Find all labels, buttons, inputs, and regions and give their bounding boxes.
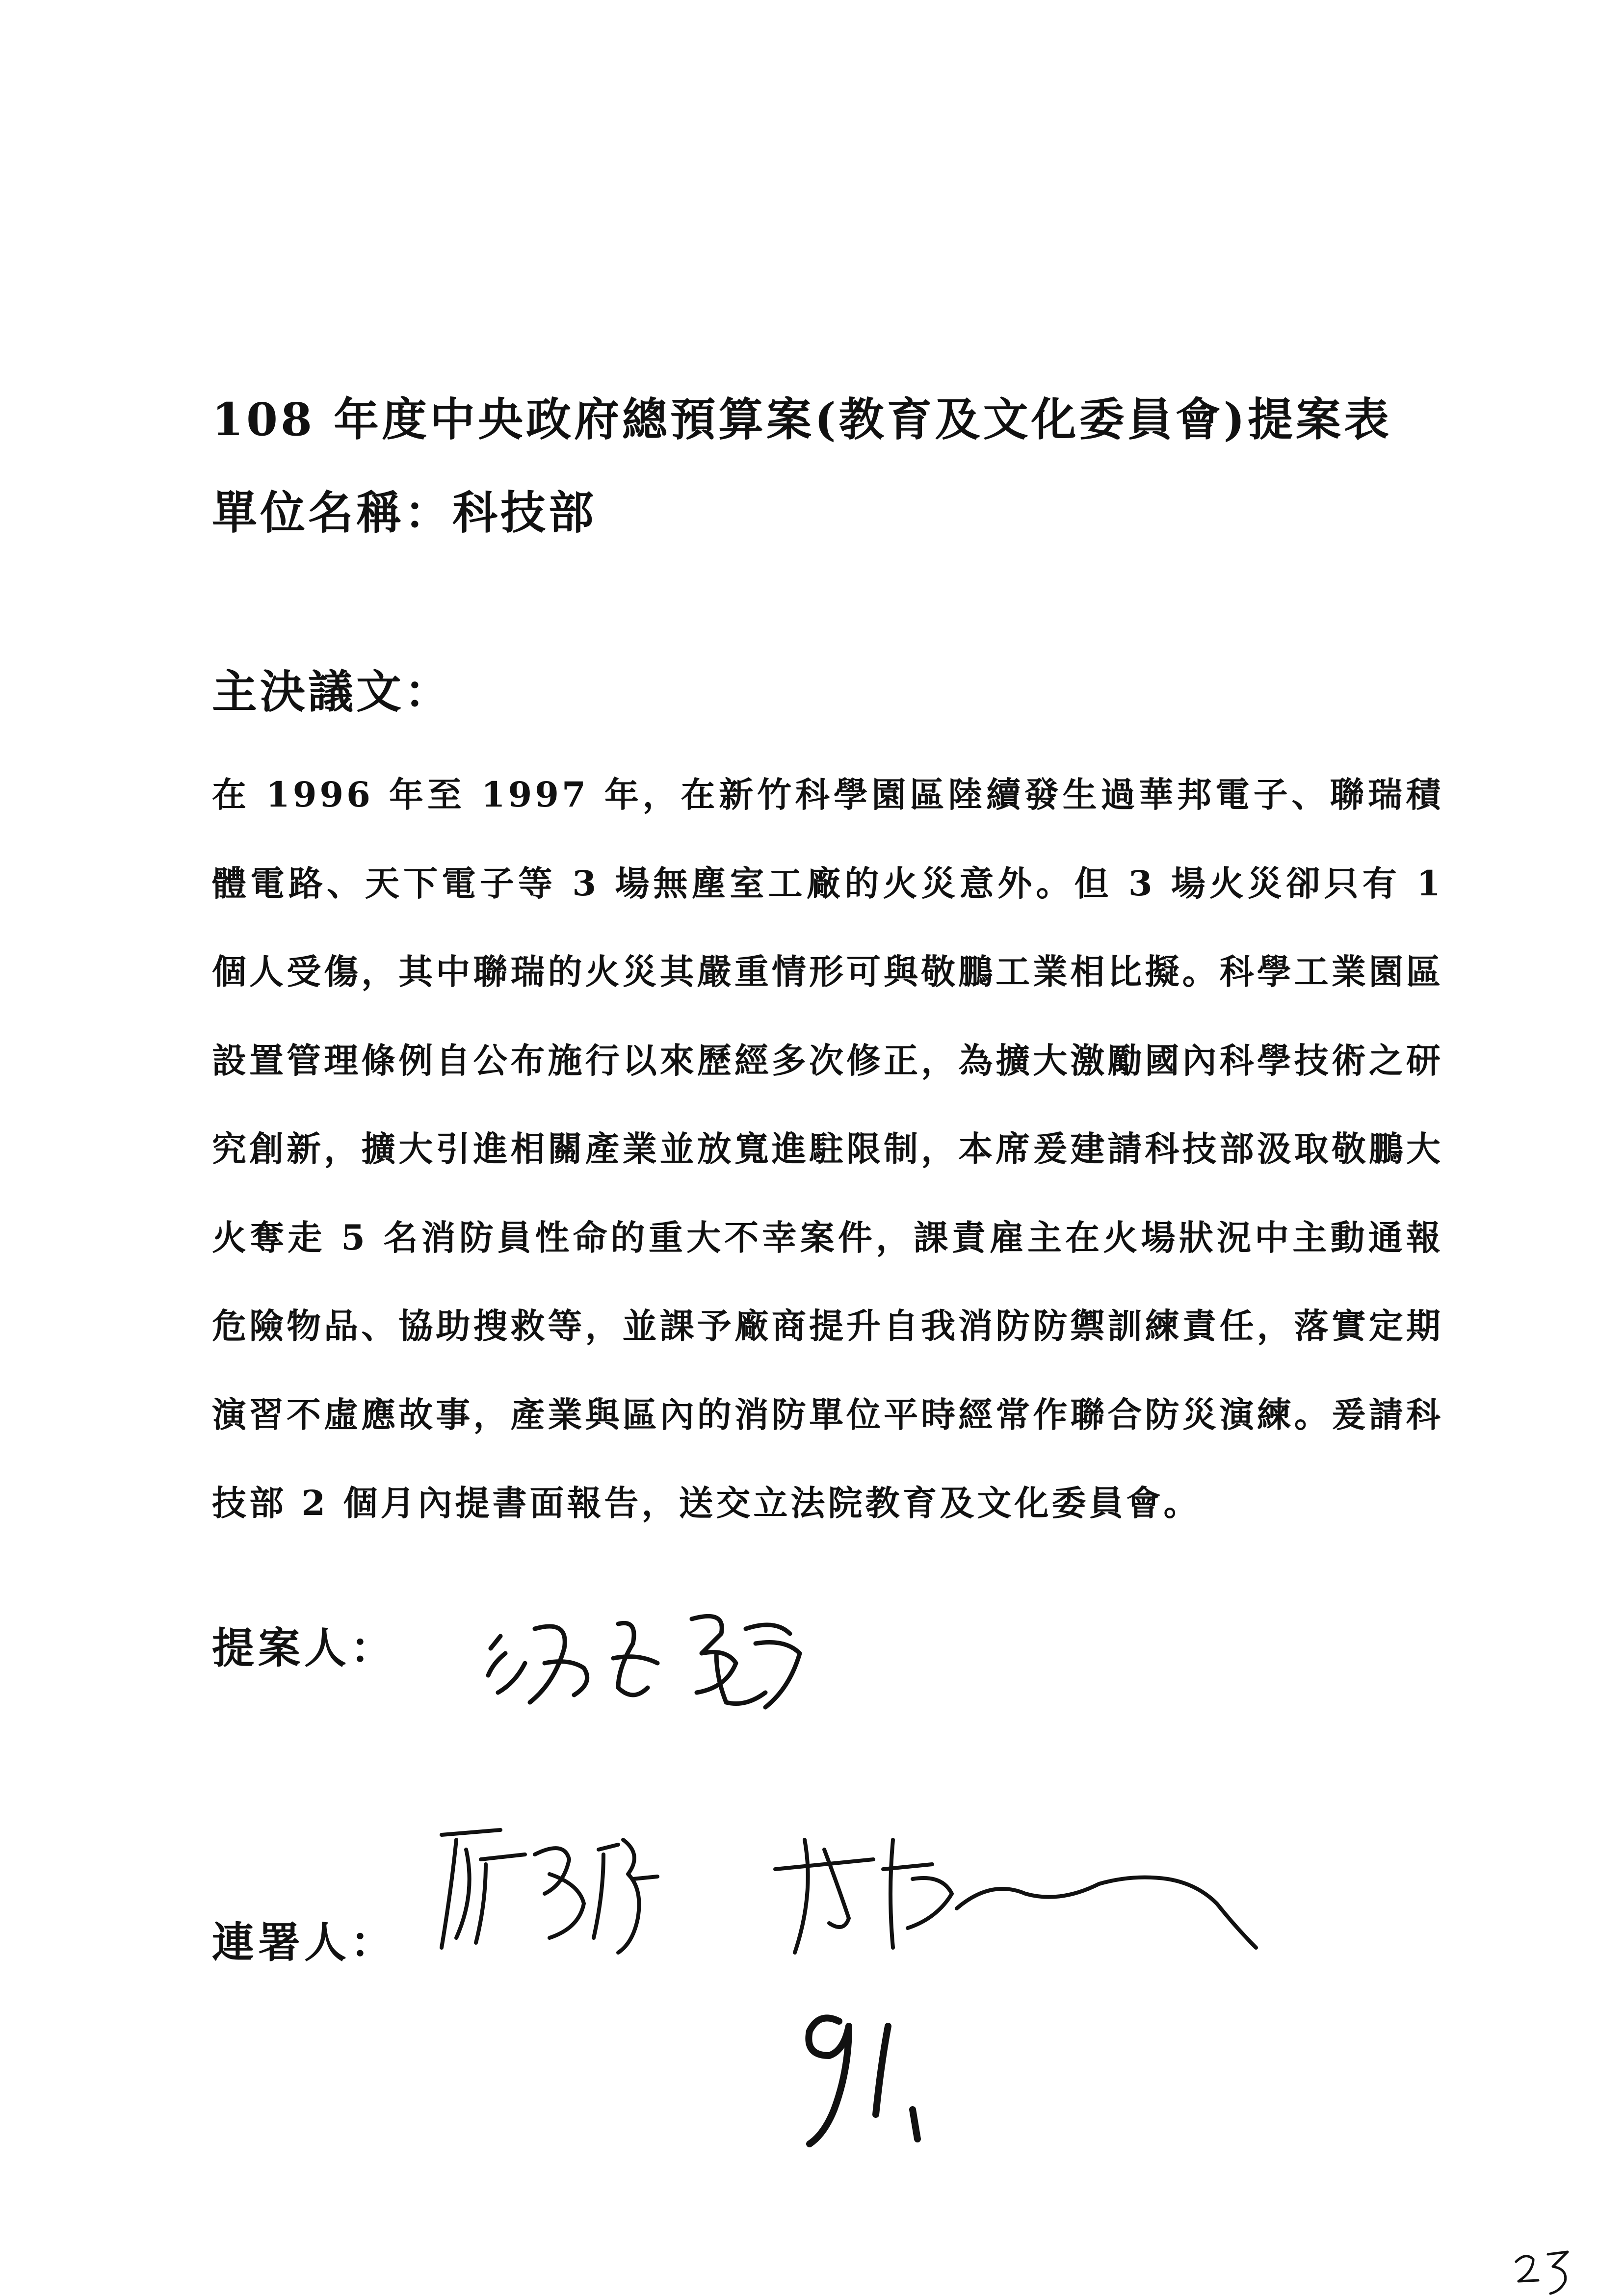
page-number xyxy=(1511,2242,1580,2296)
unit-label: 單位名稱： xyxy=(212,486,453,539)
unit-line xyxy=(212,481,1488,545)
proposer-label: 提案人： xyxy=(212,1623,396,1673)
document-header xyxy=(212,388,1488,545)
proposer-signature xyxy=(471,1590,844,1717)
cosigner-label: 連署人： xyxy=(212,1918,396,1967)
cosigner-signature xyxy=(422,1820,1330,1967)
document-title: 108 年度中央政府總預算案(教育及文化委員會)提案表 xyxy=(212,393,1392,446)
handwritten-number xyxy=(765,1992,942,2154)
resolution-body: 在 1996 年至 1997 年，在新竹科學園區陸續發生過華邦電子、聯瑞積體電路、天下電子等 3 場無塵室工廠的火災意外。但 3 場火災卻只有 1 個人受傷，其中聯瑞的火災其嚴重情形可與敬鵬工業相比擬。科學工業園區設置管理條例自公布施行以來歷經多次修正，為擴大激勵國內科學技術之研究創新，擴大引進相關產業並放寬進駐限制，本席爰建請科技部汲取敬鵬大火奪走 5 名消防員性命的重大不幸案件，課責雇主在火場狀況中主動通報危險物品、協助搜救等，並課予廠商提升自我消防防禦訓練責任，落實定期演習不虛應故事，產業與區內的消防單位平時經常作聯合防災演練。爰請科技部 2 個月內提書面報告，送交立法院教育及文化委員會。 xyxy=(212,774,1443,1523)
unit-name: 科技部 xyxy=(452,486,597,539)
resolution-heading: 主決議文： xyxy=(212,665,453,718)
